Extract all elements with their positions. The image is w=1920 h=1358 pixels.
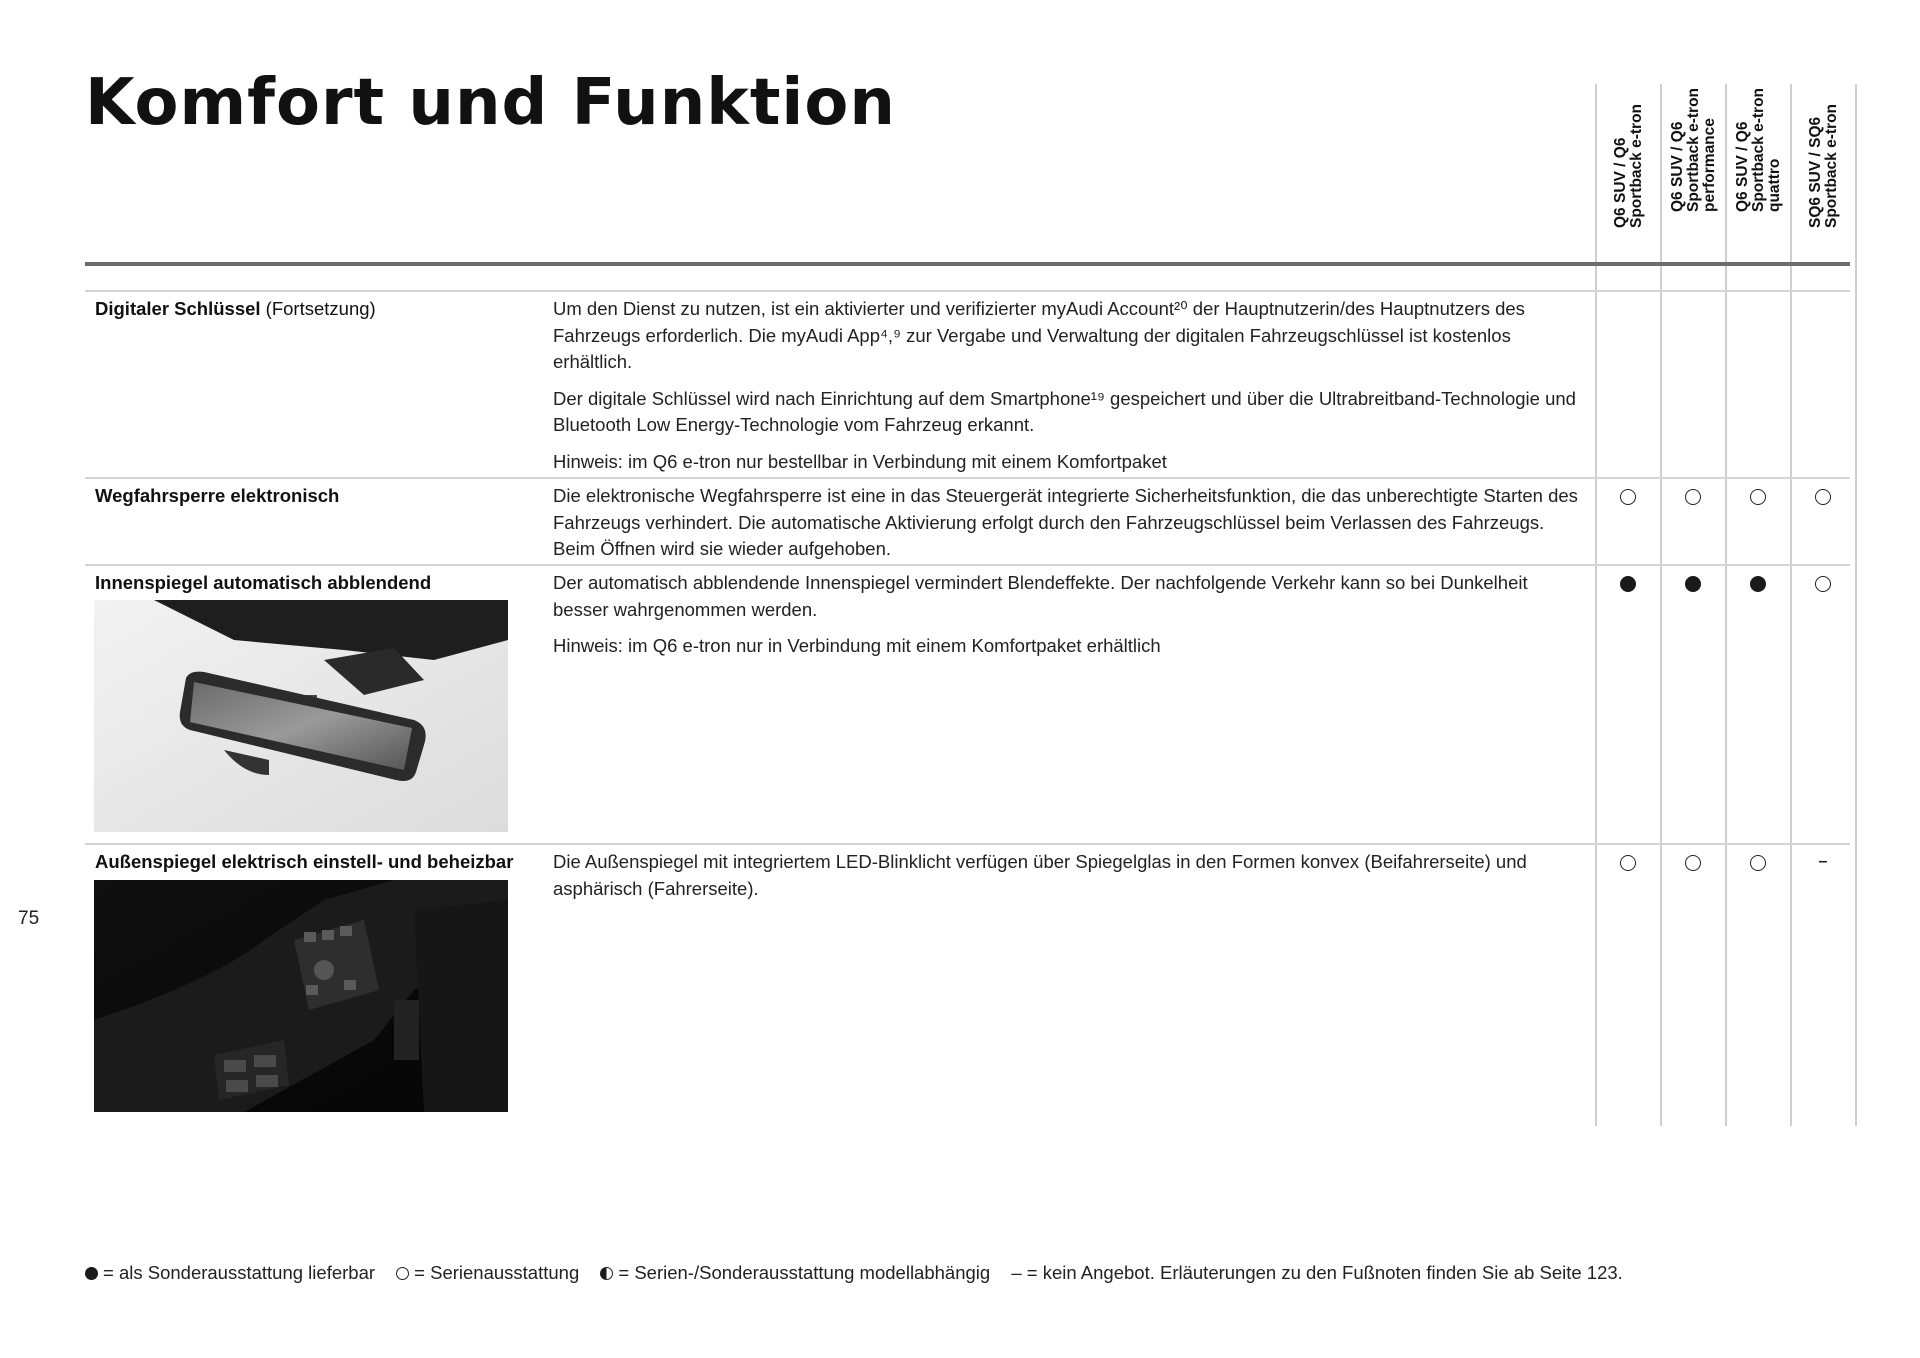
half-circle-icon bbox=[600, 1267, 613, 1280]
column-header-q6-performance: Q6 SUV / Q6 Sportback e-tron performance bbox=[1668, 87, 1718, 212]
feature-label: Digitaler Schlüssel (Fortsetzung) bbox=[95, 298, 376, 319]
row-divider bbox=[85, 290, 1850, 292]
column-header-q6-quattro: Q6 SUV / Q6 Sportback e-tron quattro bbox=[1733, 87, 1783, 212]
availability-mark bbox=[1685, 855, 1701, 871]
feature-label: Innenspiegel automatisch abblendend bbox=[95, 572, 432, 593]
availability-mark bbox=[1815, 489, 1831, 505]
rearview-mirror-photo bbox=[94, 600, 508, 832]
availability-mark bbox=[1685, 576, 1701, 592]
page-title: Komfort und Funktion bbox=[85, 66, 896, 140]
legend bbox=[85, 1262, 1639, 1284]
legend-item-none: – = kein Angebot. Erläuterungen zu den Fußnoten finden Sie ab Seite 123. bbox=[1011, 1262, 1623, 1283]
legend-item-model-dependent: = Serien-/Sonderausstattung modellabhängig bbox=[600, 1262, 990, 1284]
feature-label: Außenspiegel elektrisch einstell- und beheizbar bbox=[95, 851, 514, 872]
dash-icon: – bbox=[1011, 1262, 1022, 1283]
column-header-q6: Q6 SUV / Q6 Sportback e-tron bbox=[1611, 103, 1645, 228]
availability-mark: – bbox=[1818, 853, 1828, 870]
availability-mark bbox=[1750, 855, 1766, 871]
filled-circle-icon bbox=[85, 1267, 98, 1280]
open-circle-icon bbox=[396, 1267, 409, 1280]
legend-item-standard: = Serienausstattung bbox=[396, 1262, 579, 1284]
availability-mark bbox=[1815, 576, 1831, 592]
availability-mark bbox=[1750, 489, 1766, 505]
feature-description: Die elektronische Wegfahrsperre ist eine in das Steuergerät integrierte Sicherheitsfunktion, die das unberechtigte Starten des Fahrzeugs verhindert. Die automatische Aktivierung erfolgt durch den Fahrzeugschlüssel beim Verlassen des Fahrzeugs. Beim Öffnen wird sie wieder aufgehoben. bbox=[553, 485, 1578, 559]
legend-item-special: = als Sonderausstattung lieferbar bbox=[85, 1262, 375, 1284]
availability-mark bbox=[1750, 576, 1766, 592]
feature-description: Um den Dienst zu nutzen, ist ein aktivierter und verifizierter myAudi Account²⁰ der Hauptnutzerin/des Hauptnutzers des Fahrzeugs erforderlich. Die myAudi App⁴,⁹ zur Vergabe und Verwaltung der digitalen Fahrzeugschlüssel ist kostenlos erhältlich. Der digitale Schlüssel wird nach Einrichtung auf dem Smartphone¹⁹ gespeichert und über die Ultrabreitband-Technologie und Bluetooth Low Energy-Technologie vom Fahrzeug erkannt. Hinweis: im Q6 e-tron nur bestellbar in Verbindung mit einem Komfortpaket bbox=[553, 298, 1576, 472]
header-rule bbox=[85, 262, 1850, 266]
feature-description: Der automatisch abblendende Innenspiegel vermindert Blendeffekte. Der nachfolgende Verkehr kann so bei Dunkelheit besser wahrgenommen werden. Hinweis: im Q6 e-tron nur in Verbindung mit einem Komfortpaket erhältlich bbox=[553, 572, 1528, 656]
feature-label: Wegfahrsperre elektronisch bbox=[95, 485, 340, 506]
availability-mark bbox=[1620, 855, 1636, 871]
availability-mark bbox=[1685, 489, 1701, 505]
feature-description: Die Außenspiegel mit integriertem LED-Blinklicht verfügen über Spiegelglas in den Formen konvex (Beifahrerseite) und asphärisch (Fahrerseite). bbox=[553, 851, 1527, 899]
availability-mark bbox=[1620, 489, 1636, 505]
row-divider bbox=[85, 843, 1850, 845]
door-switch-panel-photo bbox=[94, 880, 508, 1112]
availability-mark bbox=[1620, 576, 1636, 592]
column-header-sq6: SQ6 SUV / SQ6 Sportback e-tron bbox=[1806, 103, 1840, 228]
page-number: 75 bbox=[18, 908, 40, 929]
